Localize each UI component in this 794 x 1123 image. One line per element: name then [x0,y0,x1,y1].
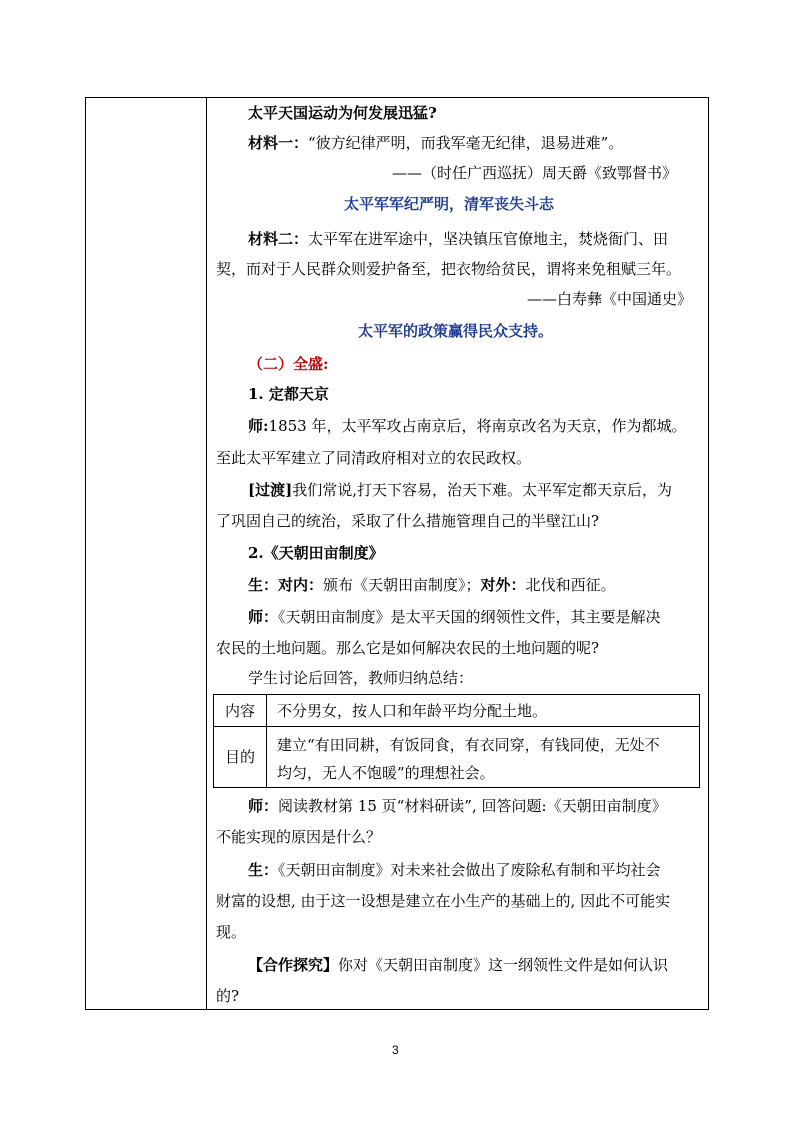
summary-row-1-text: 不分男女，按人口和年龄平均分配土地。 [277,702,548,720]
cooperative-label: 【合作探究】 [248,956,339,974]
cooperative-inquiry [248,955,668,975]
material-2-conclusion: 太平军的政策赢得民众支持。 [358,322,554,340]
summary-row-2-line2: 均匀，无人不饱暖”的理想社会。 [277,764,495,782]
teacher-label: 师： [248,797,279,815]
internal-label: 对内： [278,576,324,594]
teacher-label: 师： [248,608,279,626]
material-2-source: ——白寿彝《中国通史》 [527,290,693,308]
section-heading: （二）全盛: [248,355,329,373]
summary-row-2-label: 目的 [225,748,256,766]
material-2-text: 太平军在进军途中，坚决镇压官僚地主，焚烧衙门、田 [308,230,669,248]
transition-para-line2: 了巩固自己的统治，采取了什么措施管理自己的半壁江山? [216,512,600,530]
student-para-1 [248,575,616,595]
teacher-para-1 [248,416,687,436]
column-divider [206,98,207,1009]
cooperative-text: 你对《天朝田亩制度》这一纲领性文件是如何认识 [338,956,669,974]
student-para-2-line2: 财富的设想, 由于这一设想是建立在小生产的基础上的, 因此不可能实 [216,892,671,910]
material-2 [248,229,668,249]
page-number: 3 [392,1043,399,1057]
teacher-para-1-line2: 至此太平军建立了同清政府相对立的农民政权。 [216,449,532,467]
teacher-para-2-line2: 农民的土地问题。那么它是如何解决农民的土地问题的呢? [216,639,600,657]
material-1-source: ——（时任广西巡抚）周天爵《致鄂督书》 [392,164,678,182]
student-label: 生： [248,576,279,594]
student-para-2-line3: 现。 [216,923,247,941]
transition-text: 我们常说,打天下容易，治天下难。太平军定都天京后，为 [292,481,672,499]
material-1 [248,133,623,153]
external-label: 对外： [480,576,526,594]
transition-label: [过渡] [248,481,293,499]
teacher-label: 师: [248,417,269,435]
student-para-2 [248,860,661,880]
transition-para [248,480,672,500]
row-divider [214,726,699,727]
teacher-text: 阅读教材第 15 页“材料研读”, 回答问题:《天朝田亩制度》 [278,797,667,815]
subheading-1: 1. 定都天京 [248,385,329,403]
summary-row-1-label: 内容 [225,702,256,720]
student-label: 生： [248,861,279,879]
summary-row-2-line1: 建立“有田同耕，有饭同食，有衣同穿，有钱同使，无处不 [277,736,660,754]
student-text: 《天朝田亩制度》对未来社会做出了废除私有制和平均社会 [278,861,661,879]
teacher-text: 《天朝田亩制度》是太平天国的纲领性文件，其主要是解决 [278,608,661,626]
teacher-para-3-line2: 不能实现的原因是什么？ [216,828,382,846]
material-1-label: 材料一： [248,134,309,152]
material-1-conclusion: 太平军军纪严明，清军丧失斗志 [344,195,555,213]
external-text: 北伐和西征。 [525,576,616,594]
material-1-text: “彼方纪律严明，而我军毫无纪律，退易进难”。 [308,134,624,152]
summary-intro: 学生讨论后回答，教师归纳总结： [248,669,474,687]
material-2-label: 材料二： [248,230,309,248]
teacher-text: 1853 年，太平军攻占南京后，将南京改名为天京，作为都城。 [268,417,687,435]
teacher-para-3 [248,796,667,816]
cooperative-inquiry-line2: 的? [216,987,240,1005]
subheading-2: 2.《天朝田亩制度》 [248,544,384,562]
question-title: 太平天国运动为何发展迅猛? [248,104,437,122]
summary-column-divider [266,695,267,787]
internal-text: 颁布《天朝田亩制度》； [323,576,481,594]
teacher-para-2 [248,607,661,627]
material-2-line2: 契，而对于人民群众则爱护备至，把衣物给贫民，谓将来免租赋三年。 [216,260,682,278]
